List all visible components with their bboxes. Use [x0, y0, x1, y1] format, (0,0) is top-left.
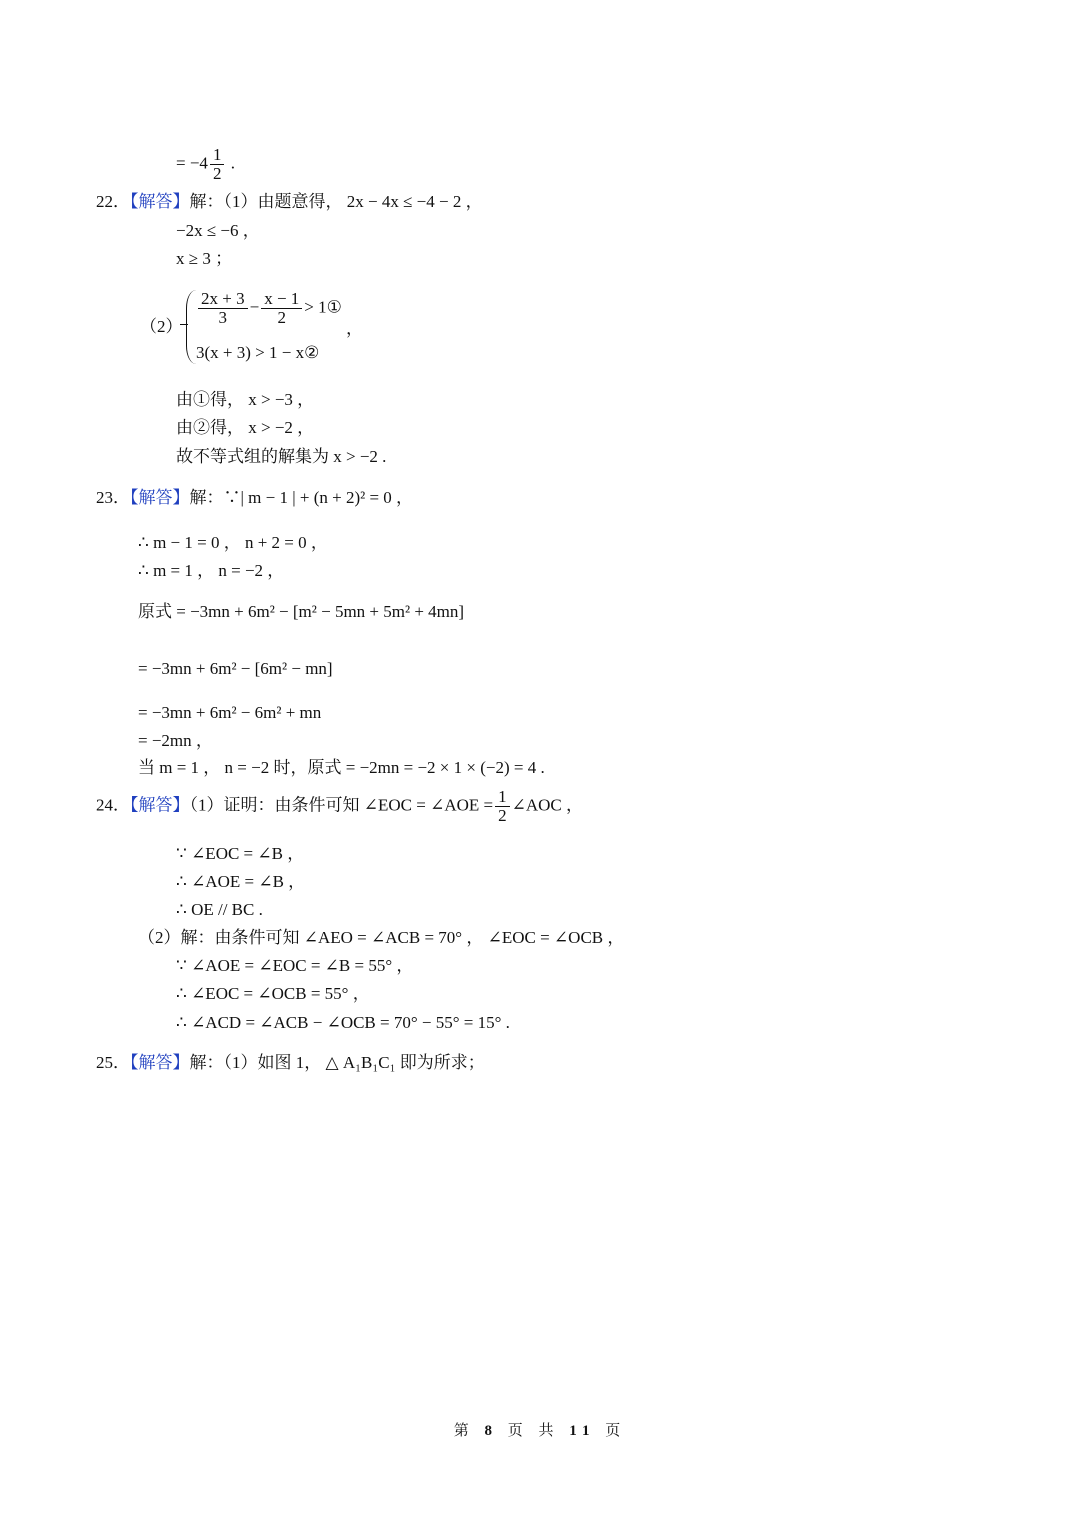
q23-heading — [96, 487, 413, 509]
q22-line6: 故不等式组的解集为 x > −2 . — [176, 447, 387, 466]
q24-number: 24． — [96, 795, 130, 815]
q22-number: 22． — [96, 192, 130, 211]
q25-answer-tag: 【解答】 — [130, 1053, 190, 1072]
system-comma: ， — [346, 319, 363, 338]
q24-line4: ∴ OE // BC . — [176, 900, 263, 919]
q24-line5: （2）解：由条件可知 ∠AEO = ∠ACB = 70° ， ∠EOC = ∠OCB ， — [138, 928, 625, 947]
q24-line3: ∴ ∠AOE = ∠B ， — [176, 872, 306, 891]
system-brace-tip — [180, 324, 188, 331]
q22-line5: 由②得， x > −2 ， — [176, 418, 315, 437]
q25-number: 25． — [96, 1053, 130, 1072]
q23-answer-tag: 【解答】 — [130, 488, 190, 507]
q24-line7: ∴ ∠EOC = ∠OCB = 55° ， — [176, 984, 370, 1003]
inequality-2: 3(x + 3) > 1 − x② — [196, 343, 320, 362]
q25-line1: 解：（1）如图 1， △ A₁B₁C₁ 即为所求； — [189, 1053, 485, 1072]
q22-line3: x ≥ 3 ； — [176, 249, 233, 268]
q23-line2: ∴ m − 1 = 0 ， n + 2 = 0 ， — [138, 533, 328, 552]
q24-line2: ∵ ∠EOC = ∠B ， — [176, 844, 305, 863]
q24-fraction: $\frac{1}{2}$ — [495, 788, 510, 825]
q24-answer-tag: 【解答】 — [130, 795, 190, 815]
q24-line6: ∵ ∠AOE = ∠EOC = ∠B = 55° ， — [176, 956, 414, 975]
page-number: 8 — [484, 1423, 499, 1439]
page-footer: 第 8 页 共 11 页 — [453, 1423, 627, 1439]
q23-line8: 当 m = 1 ， n = −2 时，原式 = −2mn = −2 × 1 × (−2) = 4 . — [138, 758, 545, 777]
inequality-1: $\frac{2x + 3}{3}$ − $\frac{x - 1}{2}$ > 1① — [196, 290, 342, 327]
q21-result: = −4 $\frac{1}{2}$ . — [176, 145, 235, 183]
q23-number: 23． — [96, 488, 130, 507]
page-total: 11 — [569, 1423, 596, 1439]
q23-line6: = −3mn + 6m² − 6m² + mn — [138, 703, 322, 722]
q25-heading — [96, 1052, 485, 1074]
q24-heading: 24．【解答】（1）证明：由条件可知 ∠EOC = ∠AOE = $\frac{1}{2}$ ∠AOC ， — [96, 787, 583, 825]
q24-line8: ∴ ∠ACD = ∠ACB − ∠OCB = 70° − 55° = 15° . — [176, 1013, 510, 1032]
q22-line1: 解：（1）由题意得， 2x − 4x ≤ −4 − 2 ， — [189, 192, 483, 211]
q23-line4: 原式 = −3mn + 6m² − [m² − 5mn + 5m² + 4mn] — [138, 602, 465, 621]
q22-line2: −2x ≤ −6 ， — [176, 221, 260, 240]
q23-line3: ∴ m = 1 ， n = −2 ， — [138, 561, 285, 580]
q21-fraction: $\frac{1}{2}$ — [210, 146, 225, 183]
q22-part2-label: （2） — [140, 317, 183, 336]
q22-answer-tag: 【解答】 — [130, 192, 190, 211]
q23-line5: = −3mn + 6m² − [6m² − mn] — [138, 659, 333, 678]
q22-heading — [96, 191, 483, 213]
q23-line7: = −2mn ， — [138, 731, 213, 750]
q22-line4: 由①得， x > −3 ， — [176, 390, 315, 409]
q23-line1: 解：∵| m − 1 | + (n + 2)² = 0 ， — [189, 488, 414, 507]
